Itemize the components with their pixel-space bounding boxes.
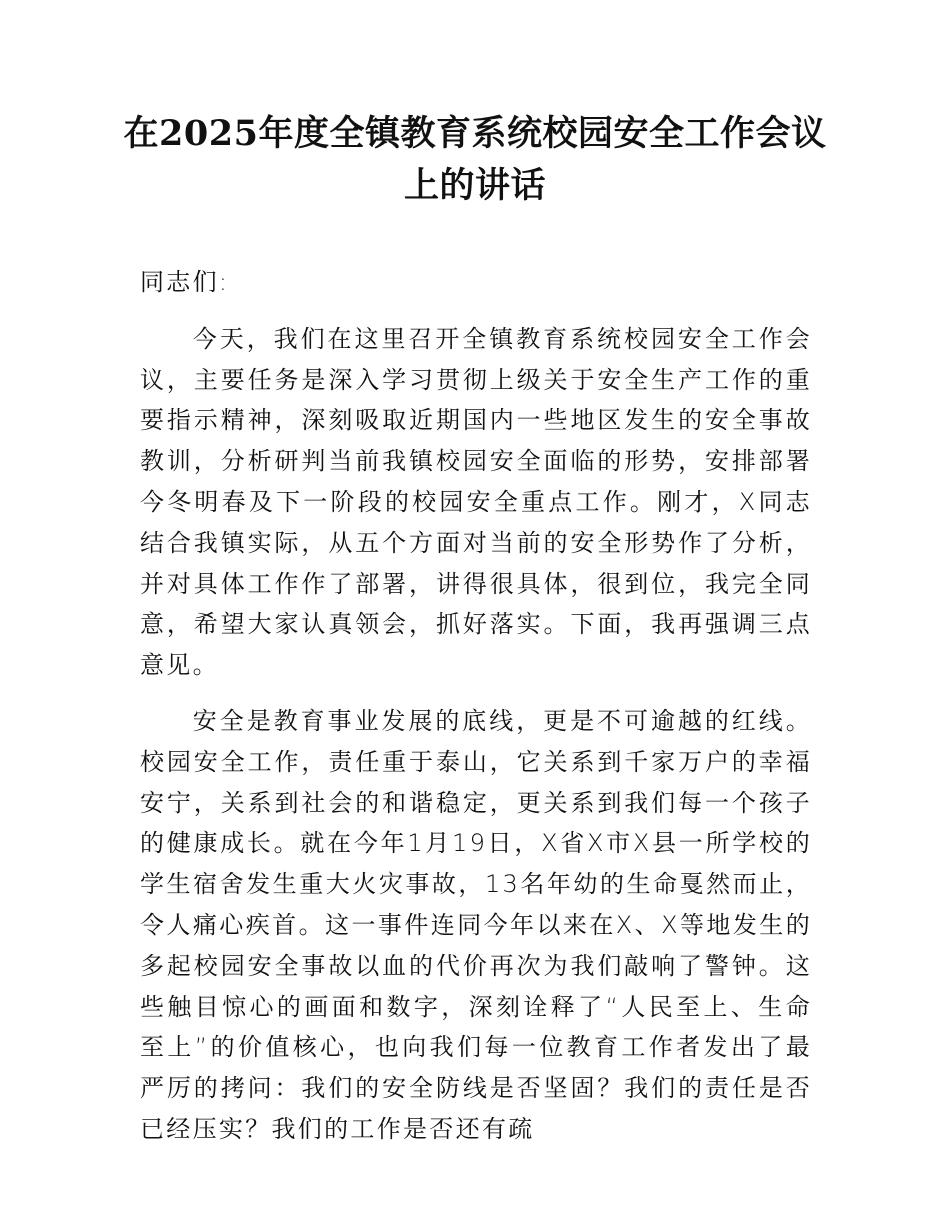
document-body — [140, 262, 812, 1165]
paragraph-2: 安全是教育事业发展的底线，更是不可逾越的红线。校园安全工作，责任重于泰山，它关系到千家万户的幸福安宁，关系到社会的和谐稳定，更关系到我们每一个孩子的健康成长。就在今年1月19日，X省X市X县一所学校的学生宿舍发生重大火灾事故，13名年幼的生命戛然而止，令人痛心疾首。这一事件连同今年以来在X、X等地发生的多起校园安全事故以血的代价再次为我们敲响了警钟。这些触目惊心的画面和数字，深刻诠释了“人民至上、生命至上”的价值核心，也向我们每一位教育工作者发出了最严厉的拷问：我们的安全防线是否坚固？我们的责任是否已经压实？我们的工作是否还有疏 — [140, 706, 812, 1143]
paragraph-1: 今天，我们在这里召开全镇教育系统校园安全工作会议，主要任务是深入学习贯彻上级关于安全生产工作的重要指示精神，深刻吸取近期国内一些地区发生的安全事故教训，分析研判当前我镇校园安全面临的形势，安排部署今冬明春及下一阶段的校园安全重点工作。刚才，X同志结合我镇实际，从五个方面对当前的安全形势作了分析，并对具体工作作了部署，讲得很具体，很到位，我完全同意，希望大家认真领会，抓好落实。下面，我再强调三点意见。 — [140, 324, 812, 680]
salutation: 同志们: — [140, 268, 230, 296]
document-title: 在2025年度全镇教育系统校园安全工作会议上的讲话 — [123, 113, 827, 206]
